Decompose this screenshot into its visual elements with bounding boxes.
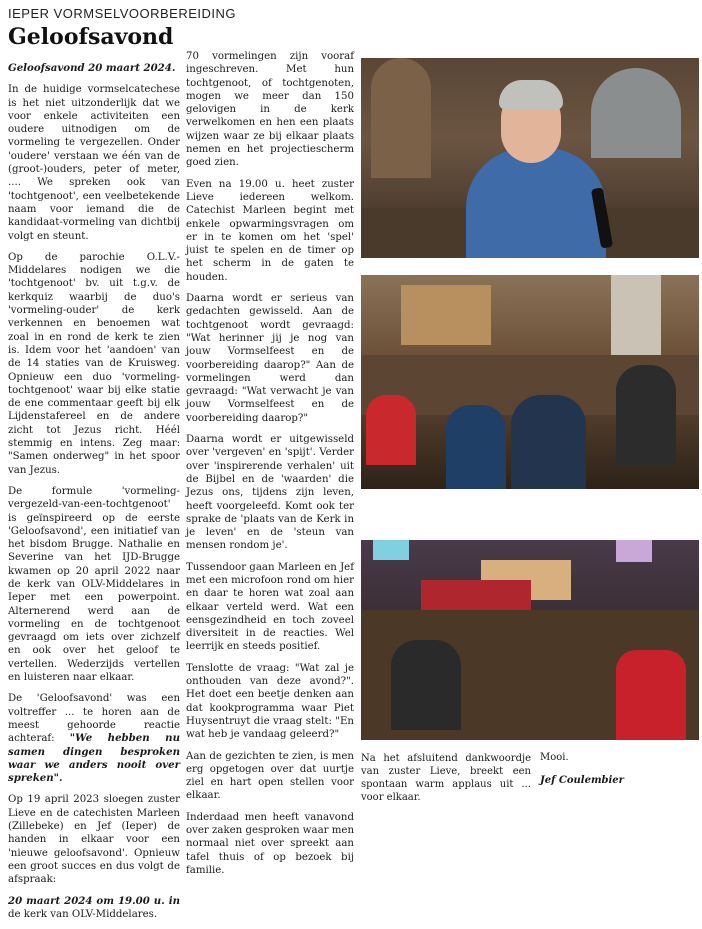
person-foreground — [391, 640, 461, 730]
speaker-body — [466, 148, 606, 258]
event-date: 20 maart 2024 om 19.00 u. in — [8, 894, 180, 907]
paragraph: De formule 'vormeling-vergezeld-van-een-tochtgenoot' is geïnspireerd op de eerste 'Geloofsavond', een initiatief van het bisdom Brugge. Nathalie en Severine van het IJD-Brugge kwamen op 20 april 2022 naar de kerk van OLV-Middelares in Ieper met een powerpoint. Alternerend werd aan de vormeling en de tochtgenoot gevraagd om iets over zichzelf en ook over het geloof te vertellen. Wederzijds vertellen en luisteren naar elkaar. — [8, 485, 180, 684]
paragraph: 70 vormelingen zijn vooraf ingeschreven. Met hun tochtgenoot, of tochtgenoten, mogen we meer dan 150 gelovigen in de kerk verwelkomen en hen een plaats wijzen waar ze bij elkaar plaats nemen en het projectiescherm goed zien. — [186, 51, 354, 169]
church-arch — [371, 58, 431, 178]
article-title: Geloofsavond — [8, 24, 174, 50]
paragraph: Tenslotte de vraag: "Wat zal je onthouden van deze avond?". Het doet een beetje denken aan dat kookprogramma waar Piet Huysentruyt die vraag stelt: "En wat heb je vandaag geleerd?" — [186, 662, 354, 741]
photo-speaker-with-microphone — [361, 58, 699, 258]
paragraph-text: De 'Geloofsavond' was een voltreffer ... te horen aan de meest gehoorde reactie achteraf: — [8, 693, 180, 745]
paragraph: Daarna wordt er serieus van gedachten gewisseld. Aan de tochtgenoot wordt gevraagd: "Wat herinner jij je nog van jouw Vormselfeest en de voorbereiding daarop?" Aan de vormelingen werd dan gevraagd: "Wat verwacht je van jouw Vormselfeest en de voorbereiding daarop?" — [186, 293, 354, 424]
speaker-hair — [499, 80, 563, 110]
article-column-2 — [186, 50, 354, 885]
projection-screen-right — [616, 540, 652, 562]
altar-panel — [401, 285, 491, 345]
paragraph — [8, 692, 180, 785]
paragraph: Op 19 april 2023 sloegen zuster Lieve en de catechisten Marleen (Zillebeke) en Jef (Ieper) de handen in elkaar voor een 'nieuwe geloofsavond'. Opnieuw een groot succes en dus volgt de afspraak: — [8, 794, 180, 886]
photo-full-church — [361, 540, 699, 740]
person-blue-jacket — [446, 405, 506, 489]
person-red-shirt — [616, 650, 686, 740]
person-red-jacket — [366, 395, 416, 465]
quote: "We hebben nu samen dingen besproken waar we anders nooit over spreken". — [8, 732, 180, 785]
paragraph: Tussendoor gaan Marleen en Jef met een microfoon rond om hier en daar te horen wat zoal aan elkaar verteld werd. Wat een eensgezindheid en toch zoveel diversiteit in de reacties. Wel leerrijk en steeds positief. — [186, 561, 354, 653]
paragraph: Even na 19.00 u. heet zuster Lieve iedereen welkom. Catechist Marleen begint met enkele opwarmingsvragen om er in te komen om het 'spel' juist te spelen en de timer op het scherm in de gaten te houden. — [186, 178, 354, 283]
article-date: Geloofsavond 20 maart 2024. — [8, 62, 176, 74]
paragraph — [8, 895, 180, 922]
closing-word: Mooi. — [540, 752, 569, 763]
paragraph: Inderdaad men heeft vanavond over zaken gesproken waar men normaal niet over spreekt aan tafel thuis of op bezoek bij familie. — [186, 811, 354, 876]
church-window — [591, 68, 681, 158]
projection-screen-left — [373, 540, 409, 560]
paragraph: Daarna wordt er uitgewisseld over 'vergeven' en 'spijt'. Verder over 'inspirerende verhalen' uit de Bijbel en de 'waarden' die Jezus ons, tijdens zijn leven, heeft voorgeleefd. Komt ook ter sprake de 'plaats van de Kerk in je leven' en de 'steun van mensen rondom je'. — [186, 434, 354, 552]
paragraph: In de huidige vormselcatechese is het niet uitzonderlijk dat we voor enkele activiteiten een oudere uitnodigen om de vormeling te vergezellen. Onder 'oudere' verstaan we één van de (groot-)ouders, peter of meter, .... We spreken ook van 'tochtgenoot', een veelbetekende naam voor iemand die de kandidaat-vormeling van dichtbij volgt en steunt. — [8, 84, 180, 242]
paragraph: Op de parochie O.L.V.-Middelares nodigen we die 'tochtgenoot' bv. uit t.g.v. de kerkquiz waarbij de duo's 'vormeling-ouder' de kerk verkennen en benoemen wat zoal in en rond de kerk te zien is. Idem voor het 'aandoen' van de 14 staties van de Kruisweg. Opnieuw een duo 'vormeling-tochtgenoot' waar bij elke statie de ene commentaar geeft bij elk Lijdenstafereel en de andere zicht tot Jezus richt. Héél stemmig en intens. Zeg maar: "Samen onderweg" in het spoor van Jezus. — [8, 251, 180, 476]
section-kicker: IEPER VORMSELVOORBEREIDING — [8, 6, 237, 21]
person-right — [616, 365, 676, 465]
person-dark-jacket — [511, 395, 586, 489]
photo-pairs-in-church — [361, 275, 699, 489]
paragraph-text: de kerk van OLV-Middelares. — [8, 908, 158, 920]
article-column-1 — [8, 62, 180, 929]
photo-caption: Na het afsluitend dankwoordje van zuster Lieve, breekt een spontaan warm applaus uit ... voor elkaar. — [361, 753, 531, 803]
author-name: Jef Coulembier — [540, 775, 624, 786]
paragraph: Aan de gezichten te zien, is men erg opgetogen over dat uurtje ziel en hart open stellen voor elkaar. — [186, 750, 354, 802]
